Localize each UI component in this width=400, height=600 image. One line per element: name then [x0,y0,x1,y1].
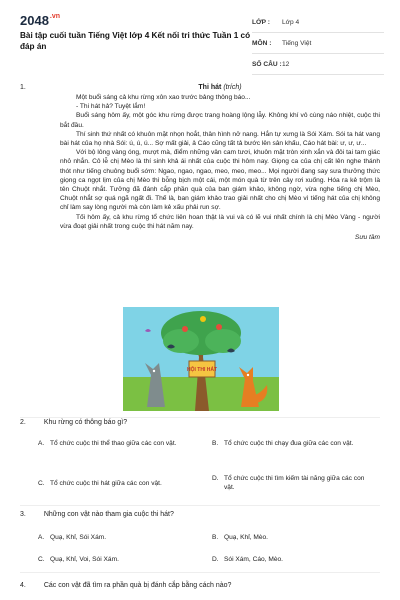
question-number: 4. [20,582,26,589]
question-number: 2. [20,419,26,426]
tree-fruit [200,316,206,322]
option-text: Quạ, Khỉ, Voi, Sói Xám. [50,556,119,563]
divider [20,572,380,573]
tree-canopy [205,329,241,353]
option-letter: C. [38,480,45,487]
question-number: 3. [20,511,26,518]
q3-option-a[interactable] [38,533,196,542]
option-letter: C. [38,556,45,563]
tree-canopy [163,329,199,353]
tree-fruit [216,324,222,330]
question-number: 1. [20,84,26,91]
option-letter: A. [38,534,45,541]
passage-paragraph: Buổi sáng hôm ấy, một góc khu rừng được trang hoàng lộng lẫy. Không khí vô cùng náo nhiệt, cuộc thi bắt đầu. [60,112,380,129]
question-stem: Các con vật đã tìm ra phần quà bị đánh cắp bằng cách nào? [43,582,232,589]
option-letter: D. [212,556,219,563]
passage-paragraph: Với bộ lông vàng óng, mượt mà, điểm những vân cam tươi, khuôn mặt tròn xinh xắn và đôi tai tam giác nhỏ nhắn. Cô lễ chị Mèo là thí sinh khả ái nhất của cuộc thi hôm nay. Giọng ca của chị cất lên nghe thánh thót như tiếng chuông buổi sớm: Ngao, ngao, ngao, meo, meo, meo... Mọi người đang say sưa thưởng thức giọng ca ngọt lịm của chị Mèo thì bỗng bịch một cái, một món quà từ trên cây rơi xuống. Hóa ra kẻ trộm là tên Chuột nhắt. Tưởng đã đánh cắp phần quà của ban giám khảo, không ngờ, vừa nghe tiếng chị Mèo, Chuột nhắt sợ quá ngã ngất đi. Thế là, ban giám khảo trao giải nhất cho chị Mèo vì tiếng hát của chị không chỉ làm say lòng người mà còn làm kẻ xấu phải run sợ. [60,149,380,212]
option-text: Tổ chức cuộc thi thể thao giữa các con vật. [50,440,177,447]
tree-fruit [182,326,188,332]
passage-paragraph: Một buổi sáng cả khu rừng xôn xao trước bảng thông báo... [76,94,251,101]
q3-option-d[interactable] [212,555,372,564]
passage [60,93,380,242]
question-1 [20,84,380,242]
logo-brand: 2048 [20,13,49,28]
question-stem: Những con vật nào tham gia cuộc thi hát? [43,511,174,518]
q2-option-d[interactable] [212,474,372,492]
q3-option-c[interactable] [38,555,196,564]
passage-title-text: Thi hát [198,84,222,91]
q2-option-a[interactable] [38,439,196,448]
meta-table [252,12,384,75]
option-text: Quạ, Khỉ, Sói Xám. [50,534,107,541]
wolf-eye [153,370,155,372]
option-letter: B. [212,534,219,541]
option-text: Tổ chức cuộc thi chạy đua giữa các con vật. [224,440,354,447]
option-text: Tổ chức cuộc thi tìm kiếm tài năng giữa các con vật. [224,475,365,491]
meta-value: Lớp 4 [282,18,300,26]
option-text: Quạ, Khỉ, Mèo. [224,534,268,541]
question-2 [20,419,127,426]
option-text: Tổ chức cuộc thi hát giữa các con vật. [50,480,162,487]
option-letter: D. [212,475,219,482]
passage-title [60,84,380,91]
question-stem: Khu rừng có thông báo gì? [43,419,128,426]
document-title: Bài tập cuối tuần Tiếng Việt lớp 4 Kết nối tri thức Tuần 1 có đáp án [20,31,251,51]
site-logo[interactable] [20,13,60,28]
option-text: Sói Xám, Cáo, Mèo. [224,556,284,563]
option-letter: A. [38,440,45,447]
passage-title-note: (trích) [223,84,242,91]
meta-key: LỚP : [252,18,270,26]
q3-option-b[interactable] [212,533,372,542]
passage-paragraph: - Thi hát hả? Tuyệt lắm! [76,103,146,111]
contest-sign-text: HỘI THI HÁT [187,367,217,373]
logo-tld: .vn [49,13,61,20]
divider [20,417,380,418]
meta-row-question-count [252,54,384,75]
meta-value: 12 [282,60,290,68]
question-4 [20,582,231,589]
illustration-singing-contest [123,307,279,411]
header [0,0,400,78]
q2-option-b[interactable] [212,439,372,448]
passage-paragraph: Tối hôm ấy, cả khu rừng tổ chức liên hoan thật là vui và có lẽ vui nhất chính là chị Mèo Vàng - người vừa đoạt giải nhất trong cuộc thi hát năm nay. [60,213,380,230]
passage-source: Sưu tầm [354,234,380,242]
q2-option-c[interactable] [38,479,196,488]
meta-row-subject [252,33,384,54]
fox-eye [247,374,249,376]
option-letter: B. [212,440,219,447]
meta-key: MÔN : [252,39,272,47]
meta-value: Tiếng Việt [282,39,312,47]
question-3 [20,511,174,518]
meta-row-grade [252,12,384,33]
divider [20,505,380,506]
meta-key: SỐ CÂU : [252,60,282,68]
passage-paragraph: Thí sinh thứ nhất có khuôn mặt nhọn hoắt, thân hình nở nang. Hắn tự xưng là Sói Xám. Sói ta hát vang bài hát của họ nhà Sói: ú, ú, ú... Sợ mất giải, ả Cáo cũng tất tả bước lên sân khấu, Cáo hát bài: ư, ư, ư... [60,130,380,148]
